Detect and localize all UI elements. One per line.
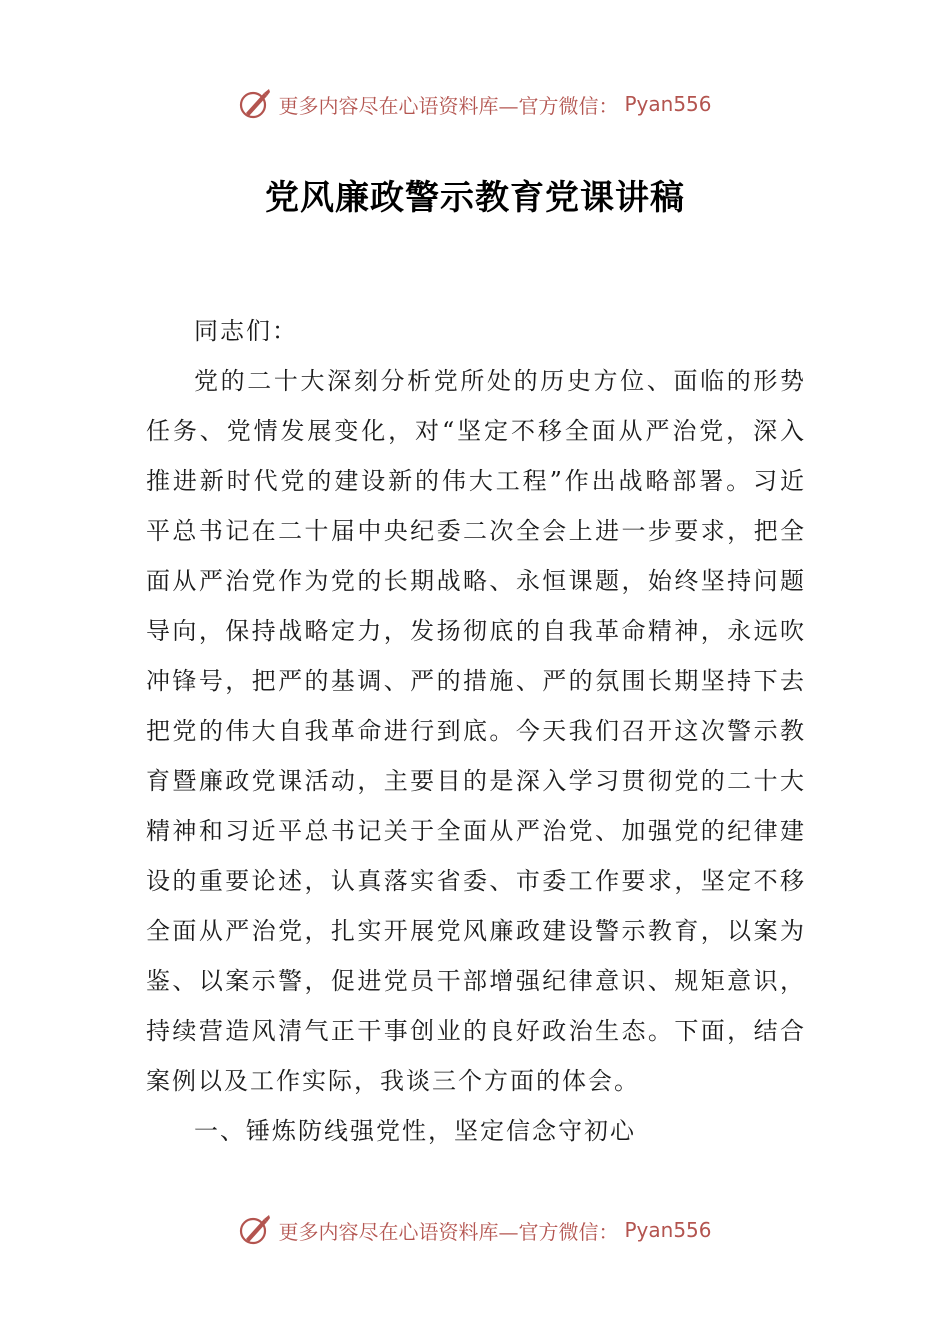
salutation: 同志们： [194, 317, 298, 345]
watermark-text: 更多内容尽在心语资料库—官方微信： [278, 93, 619, 118]
watermark-wechat-id: Pyan556 [624, 1218, 712, 1242]
body-paragraph: 党的二十大深刻分析党所处的历史方位、面临的形势任务、党情发展变化，对“坚定不移全面从严治党，深入推进新时代党的建设新的伟大工程”作出战略部署。习近平总书记在二十届中央纪委二次全会上进一步要求，把全面从严治党作为党的长期战略、永恒课题，始终坚持问题导向，保持战略定力，发扬彻底的自我革命精神，永远吹冲锋号，把严的基调、严的措施、严的氛围长期坚持下去把党的伟大自我革命进行到底。今天我们召开这次警示教育暨廉政党课活动，主要目的是深入学习贯彻党的二十大精神和习近平总书记关于全面从严治党、加强党的纪律建设的重要论述，认真落实省委、市委工作要求，坚定不移全面从严治党，扎实开展党风廉政建设警示教育，以案为鉴、以案示警，促进党员干部增强纪律意识、规矩意识，持续营造风清气正干事创业的良好政治生态。下面，结合案例以及工作实际，我谈三个方面的体会。 [146, 367, 806, 1095]
pen-logo-icon [238, 1213, 272, 1247]
pen-logo-icon [238, 87, 272, 121]
watermark-text: 更多内容尽在心语资料库—官方微信： [278, 1219, 619, 1244]
document-title: 党风廉政警示教育党课讲稿 [265, 178, 685, 218]
header-watermark [0, 84, 950, 124]
watermark-wechat-id: Pyan556 [624, 92, 712, 116]
footer-watermark [0, 1210, 950, 1250]
document-body [146, 306, 806, 1156]
section-heading: 一、锤炼防线强党性，坚定信念守初心 [194, 1117, 636, 1145]
